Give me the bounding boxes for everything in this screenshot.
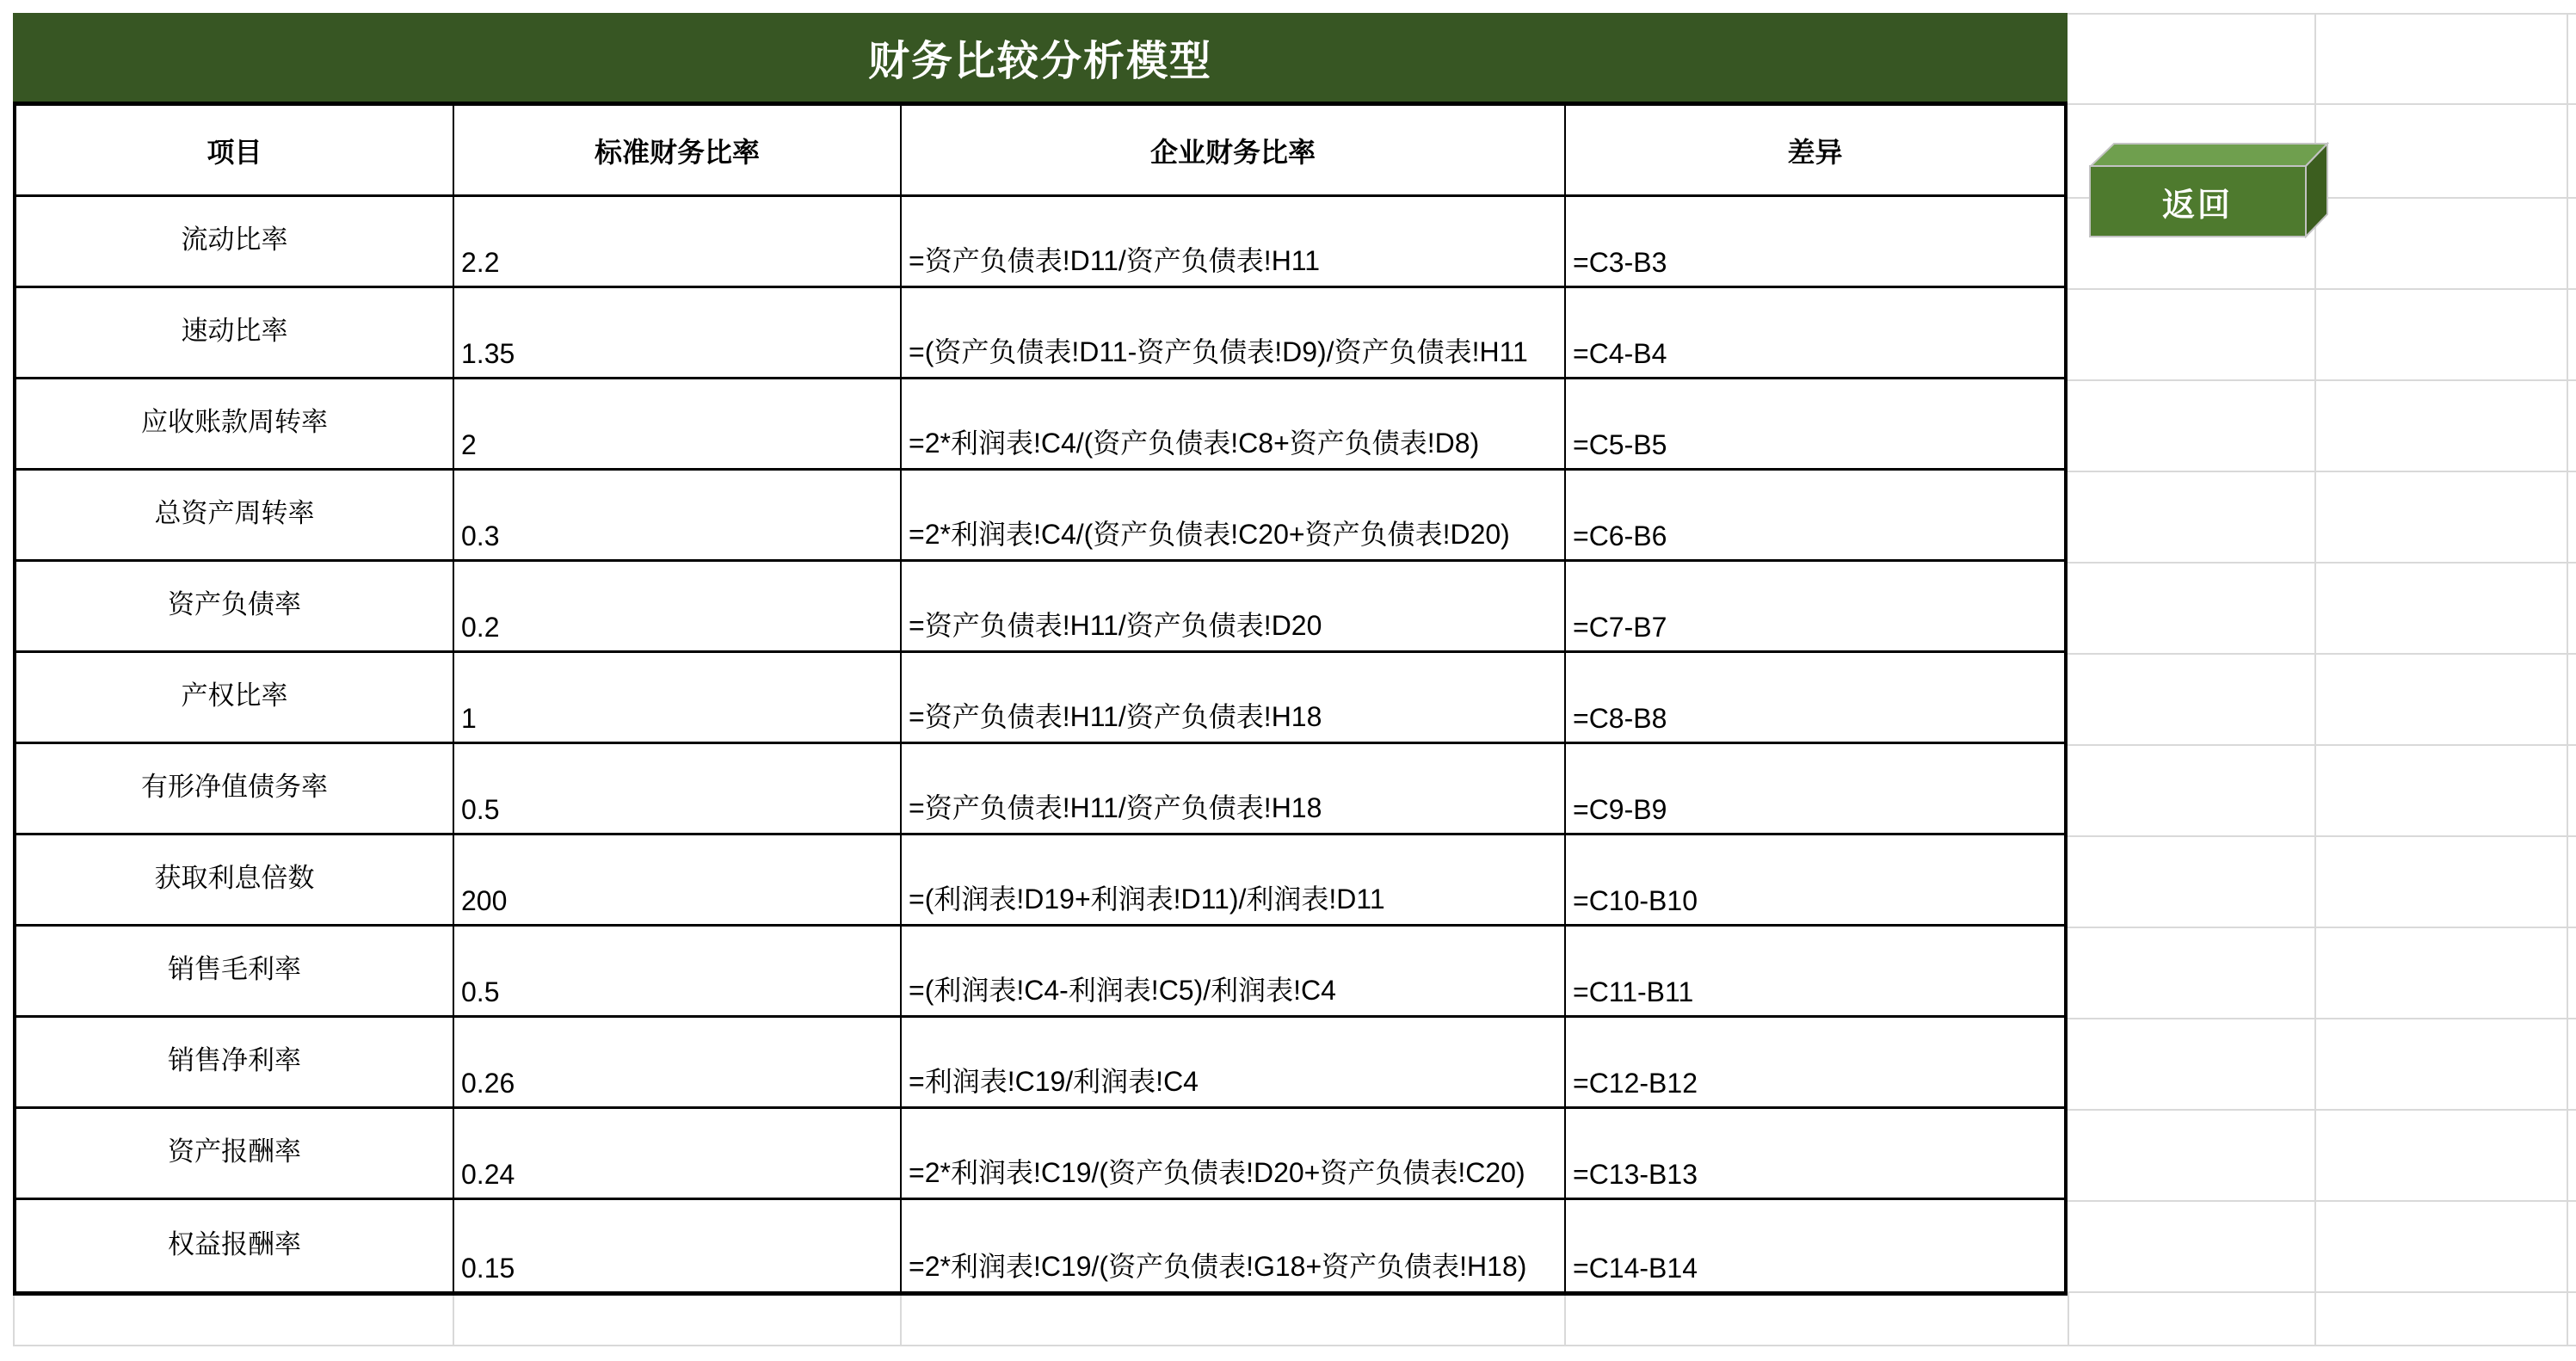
cell-difference-formula[interactable]: =C5-B5 <box>1573 429 1667 460</box>
table-header-row <box>16 106 2064 197</box>
cell-item[interactable]: 资产报酬率 <box>16 1109 454 1198</box>
grid-line <box>2068 13 2576 15</box>
cell-enterprise-ratio-formula[interactable]: =资产负债表!D11/资产负债表!H11 <box>902 197 1566 286</box>
table-row <box>16 927 2064 1018</box>
cell-standard-ratio[interactable]: 0.3 <box>454 471 902 559</box>
cell-standard-ratio[interactable]: 0.15 <box>454 1200 902 1291</box>
cell-difference-formula[interactable]: =C13-B13 <box>1573 1159 1698 1190</box>
grid-line <box>1564 1293 1566 1345</box>
cell-enterprise-ratio-formula[interactable]: =2*利润表!C19/(资产负债表!D20+资产负债表!C20) <box>902 1109 1566 1198</box>
grid-line <box>2068 1200 2576 1202</box>
cell-enterprise-ratio-formula[interactable]: =2*利润表!C4/(资产负债表!C8+资产负债表!D8) <box>902 379 1566 468</box>
cell-difference-formula[interactable]: =C12-B12 <box>1573 1068 1698 1099</box>
cell-standard-ratio[interactable]: 200 <box>454 835 902 924</box>
grid-line <box>2068 1109 2576 1111</box>
table-row <box>16 471 2064 562</box>
cell-item[interactable]: 销售毛利率 <box>16 927 454 1015</box>
table-row <box>16 744 2064 835</box>
cell-difference-formula[interactable]: =C11-B11 <box>1573 976 1694 1007</box>
cell-item[interactable]: 速动比率 <box>16 288 454 377</box>
cell-item[interactable]: 资产负债率 <box>16 562 454 650</box>
cell-enterprise-ratio-formula[interactable]: =(资产负债表!D11-资产负债表!D9)/资产负债表!H11 <box>902 288 1566 377</box>
grid-line <box>2068 1293 2069 1345</box>
button-top-face <box>2091 144 2327 166</box>
cell-standard-ratio[interactable]: 1 <box>454 653 902 742</box>
cell-item[interactable]: 产权比率 <box>16 653 454 742</box>
cell-item[interactable]: 有形净值债务率 <box>16 744 454 833</box>
table-row <box>16 562 2064 653</box>
cell-difference-formula[interactable]: =C4-B4 <box>1573 338 1667 369</box>
cell-item[interactable]: 流动比率 <box>16 197 454 286</box>
cell-difference-formula[interactable]: =C10-B10 <box>1573 885 1698 916</box>
grid-line <box>900 1293 902 1345</box>
header-cell-diff: 差异 <box>1787 136 1843 168</box>
comparison-table-body <box>16 197 2064 1291</box>
header-cell-item: 项目 <box>16 106 454 194</box>
cell-difference-formula[interactable]: =C14-B14 <box>1573 1253 1698 1284</box>
grid-line <box>2068 927 2576 928</box>
header-cell-standard: 标准财务比率 <box>454 106 902 194</box>
cell-difference-formula[interactable]: =C9-B9 <box>1573 794 1667 825</box>
cell-difference-formula[interactable]: =C6-B6 <box>1573 520 1667 551</box>
cell-standard-ratio[interactable]: 2.2 <box>454 197 902 286</box>
table-row <box>16 1200 2064 1291</box>
grid-line <box>2068 103 2576 105</box>
table-row <box>16 835 2064 927</box>
grid-line <box>2068 288 2576 290</box>
page-title: 财务比较分析模型 <box>867 39 1212 84</box>
grid-line <box>453 1293 454 1345</box>
cell-enterprise-ratio-formula[interactable]: =(利润表!D19+利润表!D11)/利润表!D11 <box>902 835 1566 924</box>
table-row <box>16 379 2064 471</box>
cell-item[interactable]: 销售净利率 <box>16 1018 454 1106</box>
cell-enterprise-ratio-formula[interactable]: =资产负债表!H11/资产负债表!H18 <box>902 653 1566 742</box>
table-row <box>16 1018 2064 1109</box>
cell-enterprise-ratio-formula[interactable]: =(利润表!C4-利润表!C5)/利润表!C4 <box>902 927 1566 1015</box>
grid-line <box>2068 1291 2576 1293</box>
title-bar <box>13 13 2068 102</box>
cell-enterprise-ratio-formula[interactable]: =利润表!C19/利润表!C4 <box>902 1018 1566 1106</box>
cell-enterprise-ratio-formula[interactable]: =资产负债表!H11/资产负债表!H18 <box>902 744 1566 833</box>
cell-item[interactable]: 应收账款周转率 <box>16 379 454 468</box>
table-row <box>16 288 2064 379</box>
cell-standard-ratio[interactable]: 0.5 <box>454 744 902 833</box>
grid-line <box>13 1345 2576 1346</box>
cell-enterprise-ratio-formula[interactable]: =2*利润表!C19/(资产负债表!G18+资产负债表!H18) <box>902 1200 1566 1291</box>
comparison-table <box>13 106 2068 1296</box>
cell-difference-formula[interactable]: =C3-B3 <box>1573 247 1667 278</box>
grid-line <box>2068 835 2576 837</box>
table-row <box>16 1109 2064 1200</box>
header-cell-enterprise: 企业财务比率 <box>902 106 1566 194</box>
cell-standard-ratio[interactable]: 0.2 <box>454 562 902 650</box>
back-button-label: 返回 <box>2161 187 2233 224</box>
cell-item[interactable]: 权益报酬率 <box>16 1200 454 1291</box>
cell-standard-ratio[interactable]: 0.26 <box>454 1018 902 1106</box>
cell-difference-formula[interactable]: =C8-B8 <box>1573 703 1667 734</box>
table-row <box>16 653 2064 744</box>
cell-enterprise-ratio-formula[interactable]: =资产负债表!H11/资产负债表!D20 <box>902 562 1566 650</box>
cell-standard-ratio[interactable]: 2 <box>454 379 902 468</box>
cell-item[interactable]: 总资产周转率 <box>16 471 454 559</box>
cell-enterprise-ratio-formula[interactable]: =2*利润表!C4/(资产负债表!C20+资产负债表!D20) <box>902 471 1566 559</box>
cell-item[interactable]: 获取利息倍数 <box>16 835 454 924</box>
cell-standard-ratio[interactable]: 1.35 <box>454 288 902 377</box>
back-button[interactable] <box>2089 142 2329 238</box>
grid-line <box>2068 1018 2576 1019</box>
grid-line <box>2068 653 2576 655</box>
cell-difference-formula[interactable]: =C7-B7 <box>1573 612 1667 643</box>
grid-line <box>2068 379 2576 381</box>
grid-line <box>2567 13 2568 1346</box>
grid-line <box>2068 562 2576 563</box>
grid-line <box>2068 744 2576 746</box>
cell-standard-ratio[interactable]: 0.24 <box>454 1109 902 1198</box>
table-row <box>16 197 2064 288</box>
grid-line <box>13 1293 15 1345</box>
cell-standard-ratio[interactable]: 0.5 <box>454 927 902 1015</box>
grid-line <box>2068 471 2576 472</box>
